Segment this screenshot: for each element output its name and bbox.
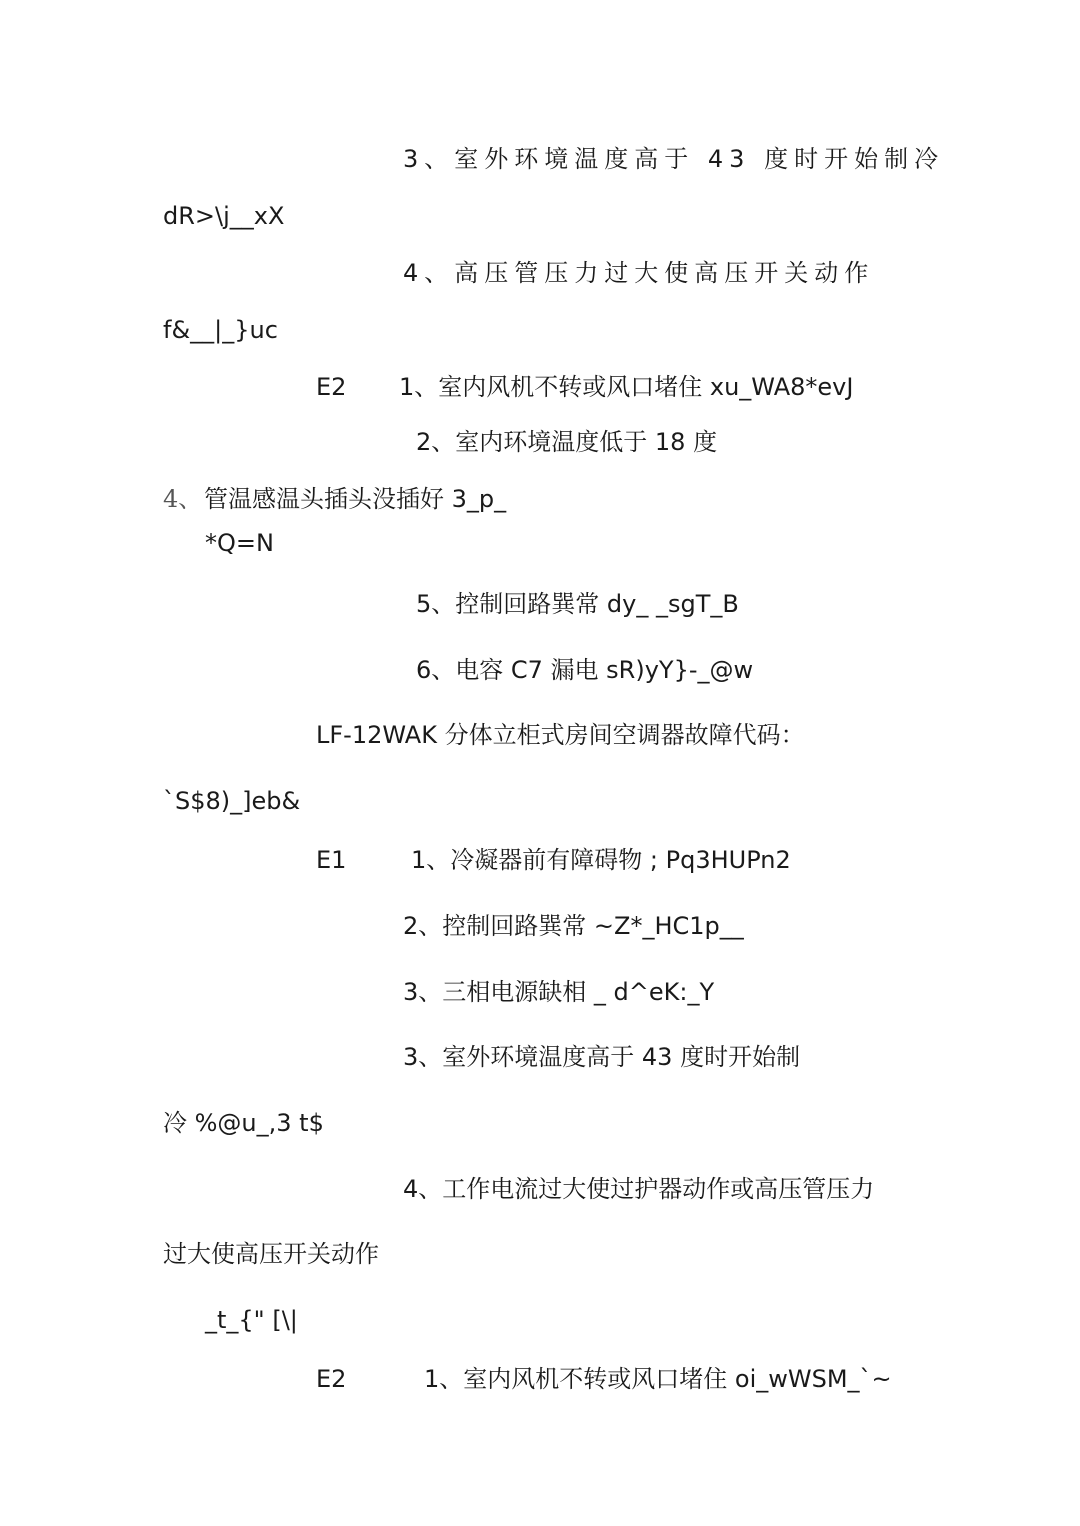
text-line: f&__|_}uc — [163, 316, 278, 344]
text-line: _t_{" [\| — [205, 1306, 298, 1334]
text-line: 3、室外环境温度高于 43 度时开始制冷 — [403, 145, 945, 173]
text-line: 2、室内环境温度低于 18 度 — [416, 428, 718, 456]
text-line: 冷 %@u_,3 t$ — [163, 1109, 324, 1137]
text-line: 3、三相电源缺相 _ d^eK:_Y — [403, 978, 715, 1006]
list-number: 4、 — [163, 485, 203, 513]
text-line: `S$8)_]eb& — [163, 787, 301, 815]
text-line: 5、控制回路巽常 dy_ _sgT_B — [416, 590, 739, 618]
text-line: 3、室外环境温度高于 43 度时开始制 — [403, 1043, 801, 1071]
section-heading: LF-12WAK 分体立柜式房间空调器故障代码： — [316, 721, 805, 749]
fault-code: E2 — [316, 1365, 347, 1393]
text-line: 4、高压管压力过大使高压开关动作 — [403, 259, 875, 287]
text-line: 1、室内风机不转或风口堵住 oi_wWSM_`~ — [424, 1365, 892, 1393]
text-line: dR>\j__xX — [163, 202, 285, 230]
text-line: 2、控制回路巽常 ~Z*_HC1p__ — [403, 912, 744, 940]
text-line: 1、冷凝器前有障碍物 ; Pq3HUPn2 — [411, 846, 791, 874]
text-line: *Q=N — [205, 529, 274, 557]
fault-code: E2 — [316, 373, 347, 401]
text-line: 1、室内风机不转或风口堵住 xu_WA8*evJ — [399, 373, 854, 401]
text-line: 6、电容 C7 漏电 sR)yY}-_@w — [416, 656, 754, 684]
text-line: 管温感温头插头没插好 3_p_ — [204, 485, 507, 513]
fault-code: E1 — [316, 846, 347, 874]
text-line: 4、工作电流过大使过护器动作或高压管压力 — [403, 1175, 875, 1203]
text-line: 过大使高压开关动作 — [163, 1240, 379, 1268]
